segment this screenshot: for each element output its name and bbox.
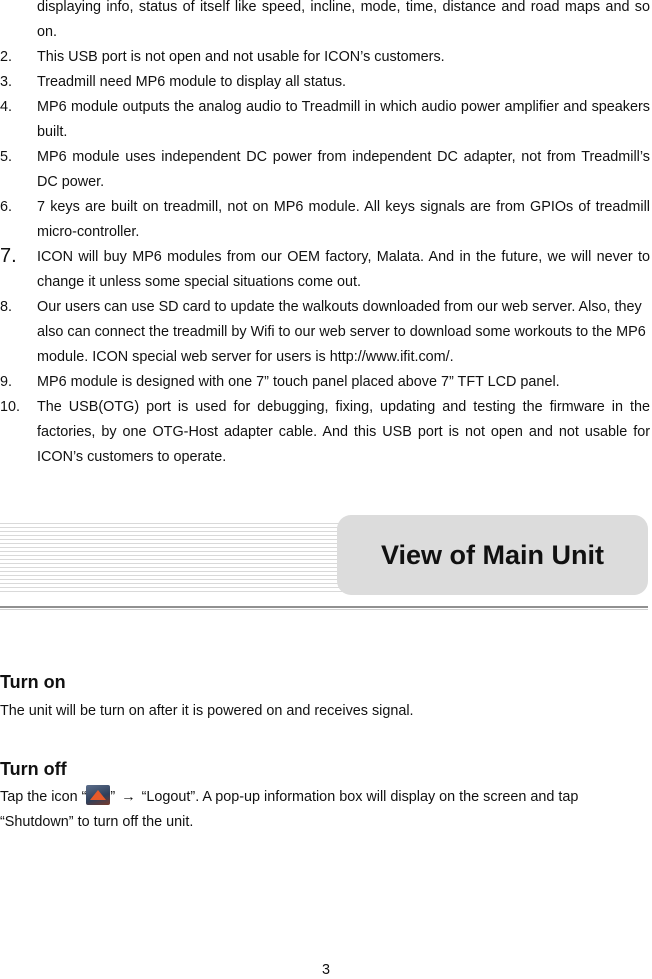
list-item-number: 3. <box>0 74 13 90</box>
list-item <box>0 370 652 395</box>
list-item-number: 9. <box>0 374 13 390</box>
turn-off-text-start: Tap the icon “ <box>0 789 87 805</box>
turn-off-text-end: “Logout”. A pop-up information box will display on the screen and tap “Shutdown” to turn off the unit. <box>0 789 579 830</box>
list-item-text: MP6 module uses independent DC power from independent DC adapter, not from Treadmill’s DC power. <box>37 149 650 190</box>
list-item <box>0 95 652 145</box>
turn-on-heading: Turn on <box>0 672 66 692</box>
arrow-right-icon: → <box>121 789 136 805</box>
list-item-number: 8. <box>0 299 13 315</box>
list-item-continuation <box>0 0 652 45</box>
page-number: 3 <box>321 962 330 978</box>
list-item-text: The USB(OTG) port is used for debugging, fixing, updating and testing the firmware in the factories, by one OTG-Host adapter cable. And this USB port is not open and not usable for ICON’s customers to operate. <box>37 399 650 465</box>
list-item <box>0 295 652 370</box>
list-item-number: 5. <box>0 149 13 165</box>
list-item-text: Treadmill need MP6 module to display all status. <box>37 74 347 90</box>
list-item-number: 2. <box>0 49 13 65</box>
turn-off-quote-close: ” <box>110 789 116 805</box>
list-item-number: 6. <box>0 199 13 215</box>
list-item-text: 7 keys are built on treadmill, not on MP6 module. All keys signals are from GPIOs of treadmill micro-controller. <box>37 199 650 240</box>
turn-on-text: The unit will be turn on after it is powered on and receives signal. <box>0 703 414 719</box>
home-icon <box>86 785 110 805</box>
section-title: View of Main Unit <box>380 539 604 570</box>
section-banner <box>0 515 652 610</box>
list-item-text: MP6 module outputs the analog audio to Treadmill in which audio power amplifier and speakers built. <box>37 99 650 140</box>
list-item <box>0 145 652 195</box>
list-item <box>0 45 652 70</box>
list-item <box>0 195 652 245</box>
banner-tab <box>337 515 648 595</box>
list-item-text: Our users can use SD card to update the walkouts downloaded from our web server. Also, they also can connect the treadmill by Wifi to our web server to download some workouts to the MP6 module. ICON special web server for users is http://www.ifit.com/. <box>37 299 646 365</box>
divider <box>0 606 648 608</box>
list-item-text: This USB port is not open and not usable for ICON’s customers. <box>37 49 445 65</box>
list-item <box>0 245 652 295</box>
list-item <box>0 395 652 470</box>
list-item-number: 7. <box>0 245 17 267</box>
list-item-number: 4. <box>0 99 13 115</box>
divider <box>0 609 648 610</box>
numbered-list <box>0 0 652 470</box>
banner-stripes <box>0 523 345 595</box>
list-item-number: 10. <box>0 399 21 415</box>
list-item-text: MP6 module is designed with one 7” touch panel placed above 7” TFT LCD panel. <box>37 374 560 390</box>
list-item-text: ICON will buy MP6 modules from our OEM factory, Malata. And in the future, we will never to change it unless some special situations come out. <box>37 249 650 290</box>
list-item <box>0 70 652 95</box>
turn-off-text <box>0 785 650 835</box>
turn-off-heading: Turn off <box>0 759 67 779</box>
list-item-text: displaying info, status of itself like speed, incline, mode, time, distance and road maps and so on. <box>37 0 650 40</box>
